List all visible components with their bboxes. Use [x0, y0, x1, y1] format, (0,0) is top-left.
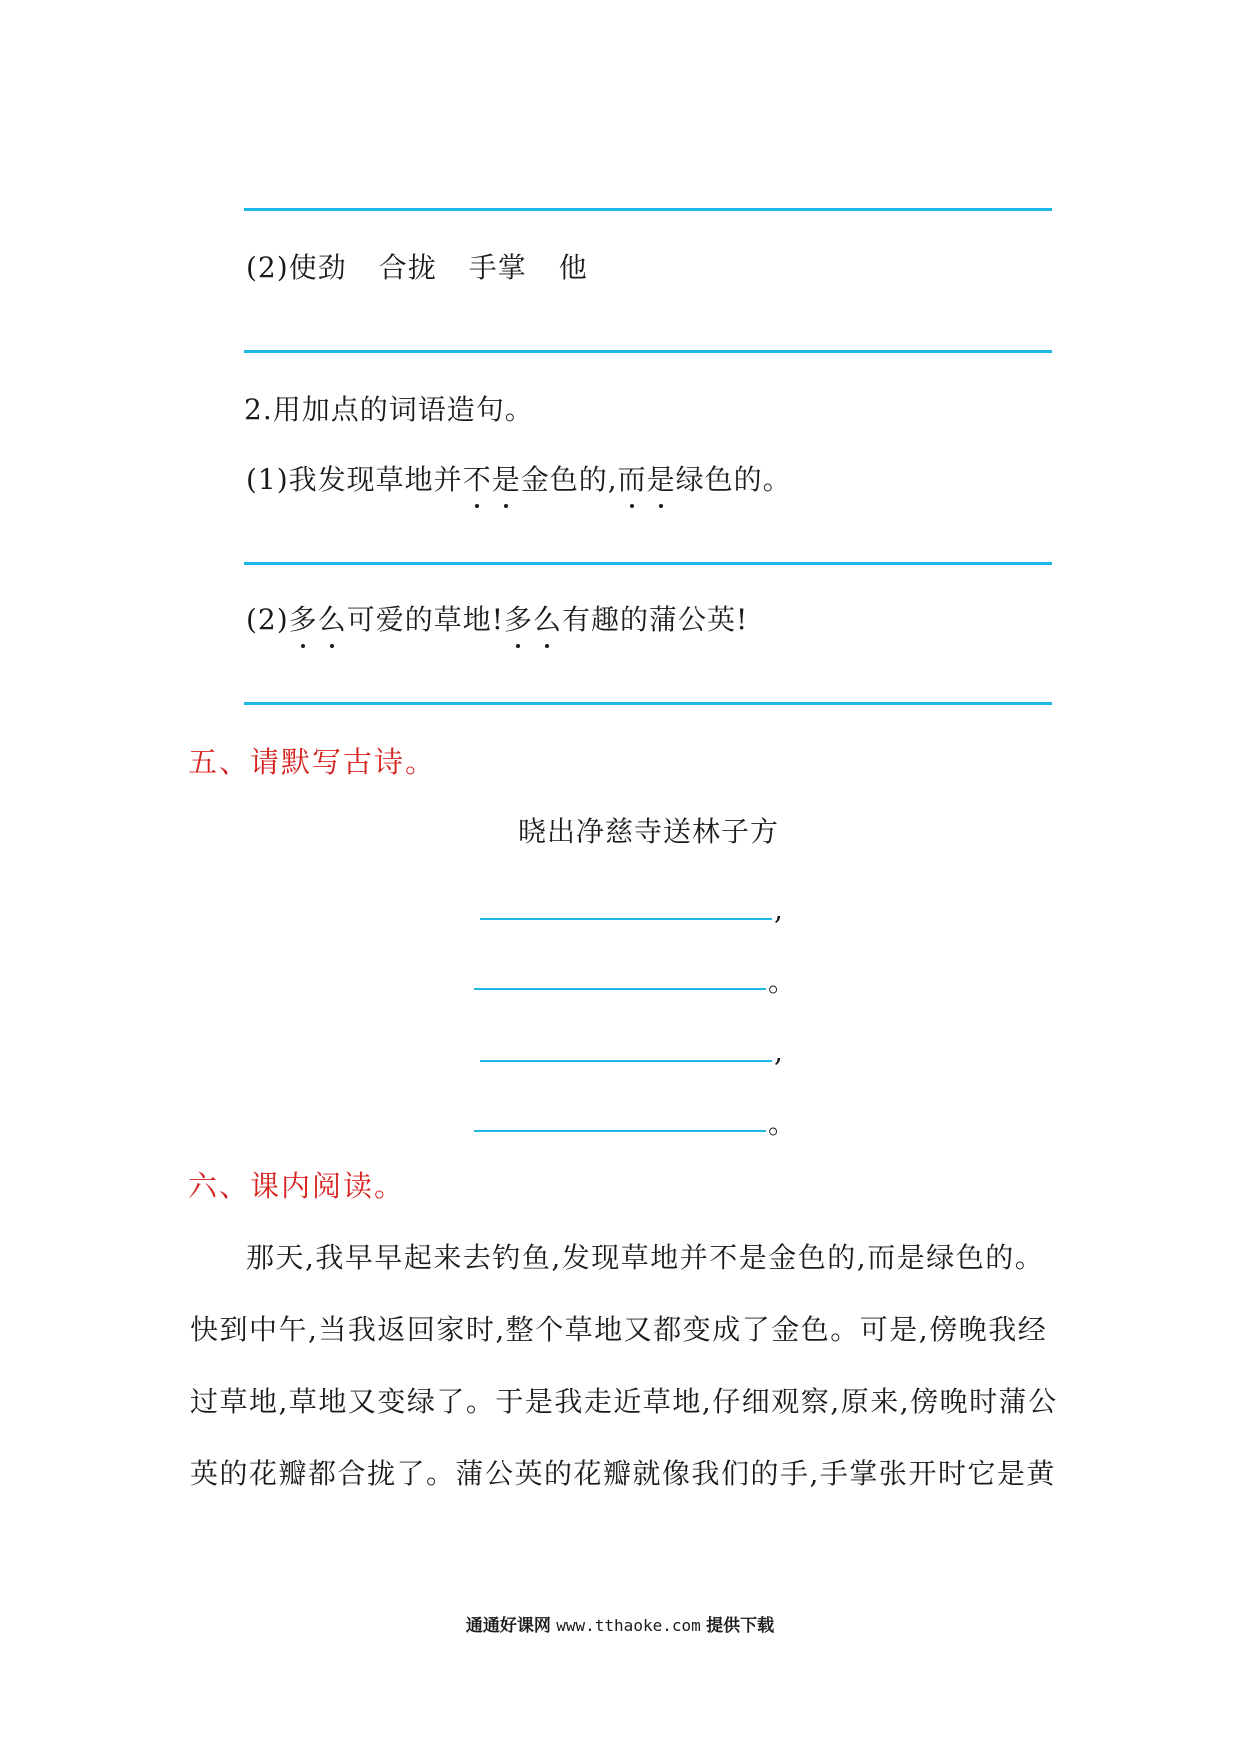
dotted-char: 是 [646, 463, 676, 496]
poem-punct-4: 。 [768, 1107, 797, 1140]
footer [0, 1614, 1240, 1638]
q1-item2 [246, 250, 588, 286]
poem-answer-line-1[interactable] [480, 918, 772, 920]
q2-item2 [246, 602, 748, 638]
passage-line-3: 过草地,草地又变绿了。于是我走近草地,仔细观察,原来,傍晚时蒲公 [190, 1385, 1058, 1418]
dotted-char: 多 [288, 603, 318, 636]
dotted-char: 而 [617, 463, 647, 496]
reading-passage [190, 1222, 1060, 1510]
dotted-char: 么 [317, 603, 347, 636]
q2-item1-middle: 金色的, [520, 463, 618, 496]
answer-line-q2-2[interactable] [244, 702, 1052, 705]
passage-line-1: 那天,我早早起来去钓鱼,发现草地并不是金色的,而是绿色的。 [246, 1241, 1045, 1274]
answer-line-q1-2[interactable] [244, 350, 1052, 353]
section6-heading: 六、课内阅读。 [188, 1169, 406, 1203]
section5-heading: 五、请默写古诗。 [188, 745, 437, 779]
poem-answer-line-4[interactable] [474, 1130, 766, 1132]
passage-line-4: 英的花瓣都合拢了。蒲公英的花瓣就像我们的手,手掌张开时它是黄 [190, 1457, 1056, 1490]
q1-word-2: 合拢 [378, 251, 437, 284]
dotted-char: 么 [532, 603, 562, 636]
poem-answer-line-3[interactable] [480, 1060, 772, 1062]
q2-item2-middle: 可爱的草地! [346, 603, 504, 636]
poem-punct-3: , [774, 1035, 783, 1068]
dotted-char: 不 [462, 463, 492, 496]
q2-item2-number: (2) [246, 603, 289, 636]
poem-title: 晓出净慈寺送林子方 [518, 815, 780, 848]
passage-line-2: 快到中午,当我返回家时,整个草地又都变成了金色。可是,傍晚我经 [190, 1313, 1048, 1346]
q1-word-3: 手掌 [468, 251, 527, 284]
q2-item2-after: 有趣的蒲公英! [562, 603, 749, 636]
poem-punct-2: 。 [768, 965, 797, 998]
footer-url[interactable]: www.tthaoke.com [556, 1616, 701, 1635]
q1-word-1: 使劲 [288, 251, 347, 284]
footer-brand: 通通好课网 [465, 1616, 551, 1636]
answer-line-q1-1[interactable] [244, 208, 1052, 211]
q2-item1-number: (1) [246, 463, 289, 496]
dotted-char: 是 [491, 463, 521, 496]
q2-item1-before: 我发现草地并 [288, 463, 463, 496]
footer-suffix: 提供下载 [706, 1616, 775, 1636]
q2-item1-after: 绿色的。 [675, 463, 792, 496]
poem-answer-line-2[interactable] [474, 988, 766, 990]
q2-item1 [246, 462, 792, 498]
q1-item2-number: (2) [246, 251, 289, 284]
answer-line-q2-1[interactable] [244, 562, 1052, 565]
q2-title: 2.用加点的词语造句。 [244, 393, 534, 426]
q1-word-4: 他 [558, 251, 588, 284]
poem-punct-1: , [774, 893, 783, 926]
dotted-char: 多 [503, 603, 533, 636]
